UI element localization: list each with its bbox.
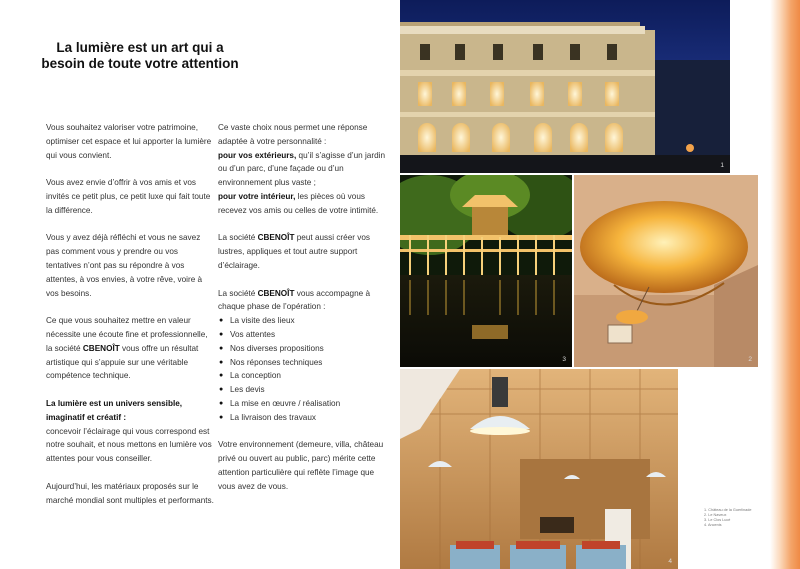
photo-number: 4 [668, 558, 672, 565]
text-column-left [46, 121, 214, 521]
list-item: ● La mise en œuvre / réalisation [218, 397, 388, 411]
text-column-right [218, 121, 388, 507]
text-run: La société [218, 288, 258, 298]
list-item: ● Les devis [218, 383, 388, 397]
text-run: qu’il s’agisse d’un jardin ou d’un parc, d’une façade ou d’un environnement plus vaste ; [218, 150, 386, 188]
photo-wooden-hall [400, 369, 678, 569]
paragraph: Vous y avez déjà réfléchi et vous ne savez pas comment vous y prendre ou vos tentatives n’ont pas su répondre à vos attentes, à vos envies, à votre rêve, voire à vos besoins. [46, 233, 203, 298]
list-item: ● La visite des lieux [218, 314, 388, 328]
lamp-illustration [574, 175, 758, 367]
steps-list [218, 314, 388, 424]
paragraph: Vous souhaitez valoriser votre patrimoine, optimiser cet espace et lui apporter la lumière qui vous convient. [46, 123, 212, 160]
paragraph [218, 231, 388, 272]
list-item: ● Vos attentes [218, 328, 388, 342]
caption: 4. Ancenis [704, 523, 722, 527]
text-run: Ce que vous souhaitez mettre en valeur nécessite une écoute fine et professionnelle, la société [46, 316, 208, 353]
orange-page-edge [770, 0, 800, 569]
chateau-illustration [400, 0, 730, 173]
text-run: les pièces où vous recevez vos amis ou celles de votre intimité. [218, 191, 379, 215]
text-run: concevoir l’éclairage qui vous correspond est notre souhait, et nous mettons en lumière vos attentes pour vous conseiller. [46, 426, 212, 464]
photo-number: 2 [748, 356, 752, 363]
paragraph [218, 287, 388, 315]
photo-captions [704, 508, 752, 528]
text-run: peut aussi créer vos lustres, appliques et tout autre support d’éclairage. [218, 233, 370, 270]
paragraph [46, 397, 214, 466]
photo-chateau-night [400, 0, 730, 173]
photo-gazebo-reflection [400, 175, 572, 367]
text-run: La société [218, 233, 258, 243]
paragraph-lead: pour vos extérieurs, [218, 150, 297, 160]
paragraph: Vous avez envie d’offrir à vos amis et vos invités ce petit plus, ce petit luxe qui fait toute la différence. [46, 178, 211, 215]
caption: 1. Château de la Guerlinade [704, 508, 752, 512]
list-item: ● La conception [218, 369, 388, 383]
paragraph-lead: La lumière est un univers sensible, imaginatif et créatif : [46, 398, 183, 422]
paragraph-lead: pour votre intérieur, [218, 191, 296, 201]
list-item: ● Nos diverses propositions [218, 342, 388, 356]
paragraph [218, 190, 388, 218]
hall-illustration [400, 369, 678, 569]
paragraph: Aujourd’hui, les matériaux proposés sur le marché mondial sont multiples et performants. [46, 481, 214, 505]
photo-number: 3 [562, 356, 566, 363]
brand-name: CBENOÎT [82, 343, 120, 353]
page-title: La lumière est un art qui a besoin de toute votre attention [41, 40, 239, 71]
brand-name: CBENOÎT [257, 233, 295, 243]
text-run: vous offre un résultat artistique qui s’appuie sur une véritable compétence technique. [46, 343, 199, 381]
paragraph [218, 121, 388, 190]
brand-name: CBENOÎT [257, 288, 295, 298]
paragraph [46, 314, 214, 383]
paragraph: Votre environnement (demeure, villa, château privé ou ouvert au public, parc) mérite cette attention particulière qui reflète l’image que vous avez de vous. [218, 440, 384, 491]
gazebo-illustration [400, 175, 572, 367]
list-item: ● La livraison des travaux [218, 411, 388, 425]
photo-number: 1 [720, 162, 724, 169]
text-run: Ce vaste choix nous permet une réponse adaptée à votre personnalité : [218, 123, 368, 146]
photo-pendant-lamp [574, 175, 758, 367]
text-run: vous accompagne à chaque phase de l’opération : [218, 288, 371, 312]
list-item: ● Nos réponses techniques [218, 356, 388, 370]
caption: 2. Le Naveux [704, 513, 727, 517]
caption: 3. Le Clos Lucé [704, 518, 731, 522]
